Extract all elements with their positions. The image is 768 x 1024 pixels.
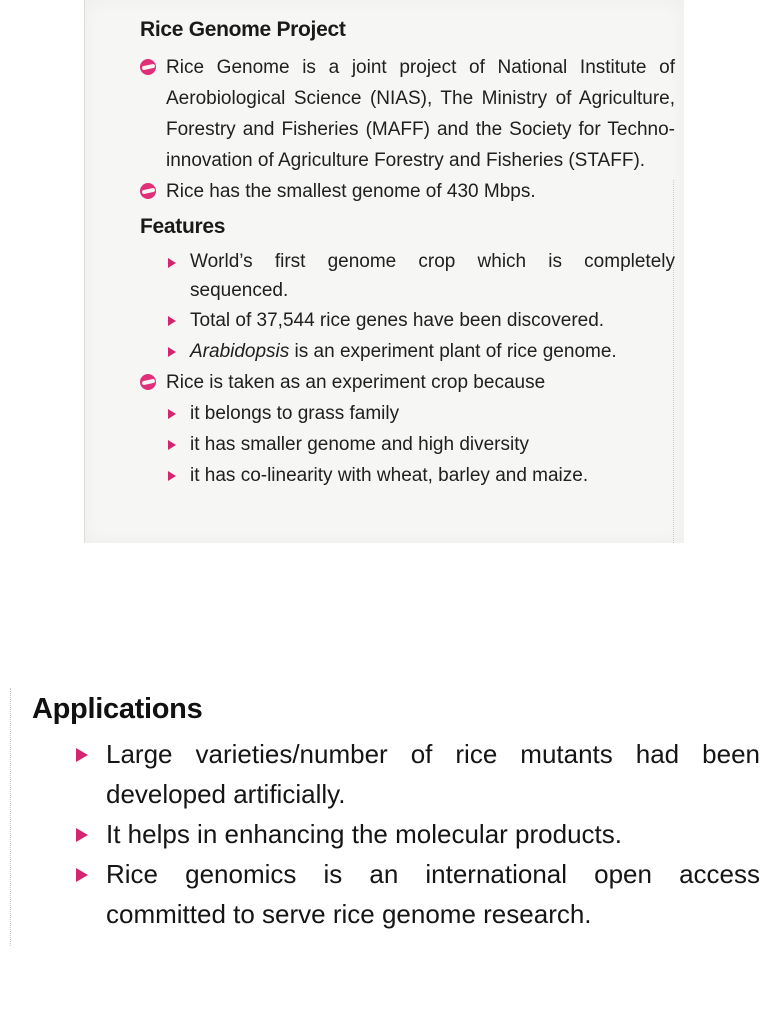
pink-triangle-bullet-icon [168, 258, 176, 268]
feature-item-3 [140, 336, 675, 367]
application-item-1 [68, 734, 760, 814]
pink-triangle-bullet-icon [168, 347, 176, 357]
pink-circle-bullet-icon [140, 374, 156, 390]
application-item-2 [68, 814, 760, 854]
experiment-reason-1 [140, 398, 675, 429]
application-item-3 [68, 854, 760, 934]
reason-text: it has co-linearity with wheat, barley and maize. [190, 465, 589, 486]
pink-circle-bullet-icon [140, 59, 156, 75]
feature-text: is an experiment plant of rice genome. [289, 341, 617, 362]
bullet-text: Rice has the smallest genome of 430 Mbps. [166, 181, 536, 202]
rice-genome-heading: Rice Genome Project [140, 18, 346, 41]
applications-list [68, 734, 760, 934]
reason-text: it belongs to grass family [190, 403, 400, 424]
pink-triangle-bullet-icon [168, 471, 176, 481]
bullet-text: Rice Genome is a joint project of National Institute of Aerobiological Science (NIAS), The Ministry of Agriculture, Forestry and Fisheries (MAFF) and the Society for Techno-innovation of Agriculture Forestry and Fisheries (STAFF). [166, 57, 675, 171]
pink-triangle-bullet-icon [168, 409, 176, 419]
applications-heading: Applications [32, 693, 203, 725]
rice-genome-bullet-1 [140, 52, 675, 176]
features-heading: Features [140, 215, 226, 238]
feature-text: Total of 37,544 rice genes have been discovered. [190, 310, 605, 331]
pink-circle-bullet-icon [140, 183, 156, 199]
feature-text: World’s first genome crop which is completely sequenced. [190, 251, 675, 301]
application-text: It helps in enhancing the molecular products. [106, 819, 622, 849]
application-text: Large varieties/number of rice mutants had been developed artificially. [106, 739, 760, 809]
bullet-text: Rice is taken as an experiment crop because [166, 372, 546, 393]
experiment-reason-3 [140, 460, 675, 491]
pink-triangle-bullet-icon [168, 440, 176, 450]
pink-triangle-bullet-icon [168, 316, 176, 326]
pink-triangle-bullet-icon [76, 828, 88, 842]
applications-section [10, 688, 768, 946]
experiment-crop-bullet [140, 367, 675, 398]
pink-triangle-bullet-icon [76, 868, 88, 882]
feature-item-1 [140, 247, 675, 305]
rice-genome-bullet-2 [140, 176, 675, 207]
application-text: Rice genomics is an international open access committed to serve rice genome research. [106, 859, 760, 929]
pink-triangle-bullet-icon [76, 748, 88, 762]
feature-item-2 [140, 305, 675, 336]
feature-italic-term: Arabidopsis [190, 341, 290, 362]
reason-text: it has smaller genome and high diversity [190, 434, 530, 455]
rice-genome-section [140, 16, 675, 491]
experiment-reason-2 [140, 429, 675, 460]
